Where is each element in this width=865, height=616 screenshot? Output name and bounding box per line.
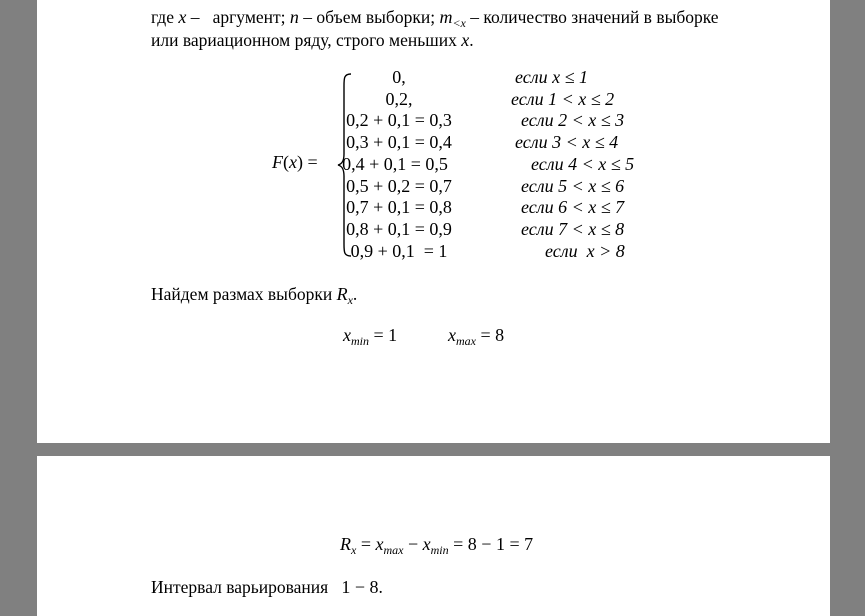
range-formula bbox=[340, 534, 533, 555]
definition-line-2 bbox=[151, 29, 474, 51]
var-n: n bbox=[289, 7, 299, 27]
case-condition: если 4 < x ≤ 5 bbox=[531, 153, 635, 174]
case-value: 0,2 + 0,1 = 0,3 bbox=[346, 110, 452, 131]
case-value: 0,4 + 0,1 = 0,5 bbox=[342, 153, 448, 174]
equation-rest: = 8 bbox=[476, 325, 505, 345]
var-x: x bbox=[375, 534, 384, 554]
function-label: F(x) = bbox=[272, 152, 318, 172]
var-R-subscript: x bbox=[347, 293, 353, 307]
xmax-equation bbox=[448, 325, 504, 346]
var-m: m bbox=[439, 7, 453, 27]
case-value: 0,3 + 0,1 = 0,4 bbox=[346, 132, 452, 153]
text-fragment: или вариационном ряду, строго меньших bbox=[151, 30, 462, 50]
minus-sign: − bbox=[403, 534, 423, 554]
text-fragment: где bbox=[151, 7, 179, 27]
document-page-1 bbox=[37, 0, 830, 443]
xmin-equation bbox=[343, 325, 397, 346]
case-condition: если 5 < x ≤ 6 bbox=[521, 175, 625, 196]
case-condition: если x > 8 bbox=[545, 240, 625, 261]
text-fragment: . bbox=[378, 577, 383, 597]
subscript-x: x bbox=[351, 543, 357, 557]
case-value: 0,5 + 0,2 = 0,7 bbox=[346, 175, 452, 196]
range-sentence bbox=[151, 283, 357, 305]
interval-value: 1 − 8 bbox=[341, 577, 379, 597]
case-condition: если 2 < x ≤ 3 bbox=[521, 110, 625, 131]
case-value: 0,2, bbox=[385, 88, 413, 109]
case-condition: если 1 < x ≤ 2 bbox=[511, 88, 615, 109]
case-condition: если 3 < x ≤ 4 bbox=[515, 132, 619, 153]
var-x: x bbox=[343, 325, 351, 345]
definition-line-1 bbox=[151, 6, 719, 28]
document-page-2 bbox=[37, 456, 830, 616]
text-fragment: Найдем размах выборки bbox=[151, 284, 337, 304]
var-R: R bbox=[336, 284, 348, 304]
subscript-min: min bbox=[351, 334, 369, 348]
var-x: x bbox=[448, 325, 456, 345]
equals-sign: = bbox=[356, 534, 376, 554]
equation-rest: = 8 − 1 = 7 bbox=[448, 534, 534, 554]
interval-sentence bbox=[151, 576, 383, 598]
var-x: x bbox=[461, 30, 470, 50]
case-value: 0,8 + 0,1 = 0,9 bbox=[346, 218, 452, 239]
subscript-max: max bbox=[383, 543, 404, 557]
text-fragment: – аргумент; bbox=[186, 7, 290, 27]
case-value: 0,7 + 0,1 = 0,8 bbox=[346, 197, 452, 218]
subscript-min: min bbox=[430, 543, 449, 557]
case-value: 0, bbox=[392, 67, 406, 87]
var-m-subscript: <x bbox=[452, 16, 466, 30]
case-value: 0,9 + 0,1 = 1 bbox=[350, 240, 448, 261]
var-x: x bbox=[178, 7, 187, 27]
var-x: x bbox=[422, 534, 431, 554]
subscript-max: max bbox=[456, 334, 476, 348]
var-R: R bbox=[340, 534, 351, 554]
case-condition: если 6 < x ≤ 7 bbox=[521, 197, 625, 218]
text-fragment: Интервал варьирования bbox=[151, 577, 342, 597]
text-fragment: – количество значений в выборке bbox=[465, 7, 719, 27]
case-condition: если 7 < x ≤ 8 bbox=[521, 218, 625, 239]
equation-rest: = 1 bbox=[369, 325, 398, 345]
case-condition: если x ≤ 1 bbox=[515, 67, 588, 87]
text-fragment: – объем выборки; bbox=[298, 7, 440, 27]
text-fragment: . bbox=[352, 284, 358, 304]
text-fragment: . bbox=[469, 30, 474, 50]
